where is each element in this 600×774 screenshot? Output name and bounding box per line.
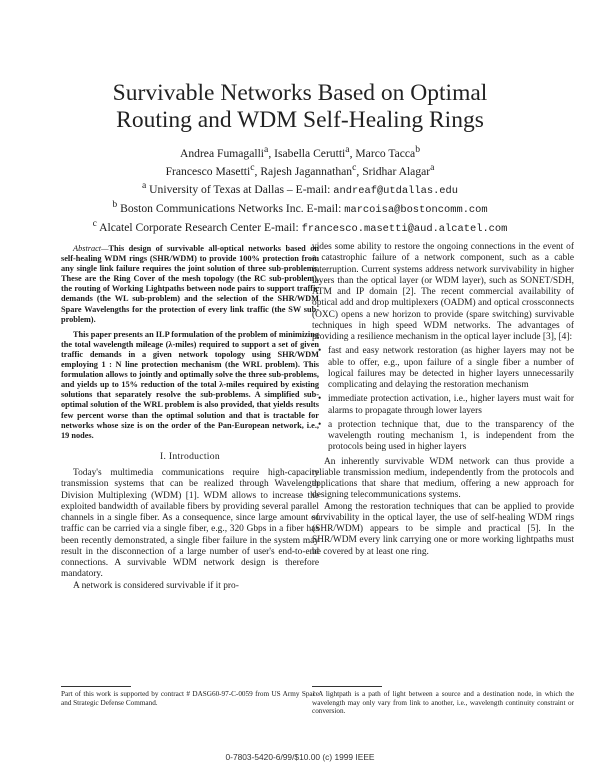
abstract-text: This design of survivable all-optical networks based on self-healing WDM rings (SHR/WDM) to provide 100% protection from any single link failure requires the joint solution of three sub-problems. These are the Ring Cover of the mesh topology (the RC sub-problem), the routing of Working Lightpaths between node pairs to support traffic demands (the WL sub-problem) and the selection of the SHR/WDM Spare Wavelengths for the protection of every link traffic (the SW sub-problem).: [61, 244, 319, 324]
affiliation-mark: c: [92, 218, 97, 230]
left-column: [61, 244, 322, 592]
bullet-item: [312, 420, 574, 454]
author-name: , Isabella Cerutti: [268, 146, 346, 160]
author-sup: c: [250, 162, 255, 174]
author-sup: b: [415, 144, 421, 155]
body-paragraph: vides some ability to restore the ongoing connections in the event of a catastrophic failure of a network component, such as a cable interruption. Current systems address network survivability in higher layers than the optical layer (or WDM layer), such as SONET/SDH, ATM and IP domain [2]. The recent commercial availability of optical add and drop multiplexers (OADM) and optical crossconnects (OXC) opens a new horizon to provide (spare switching) survivable techniques in high speed WDM networks. The advantages of providing a resilience mechanism in the optical layer include [3], [4]:: [312, 242, 574, 342]
title-line-2: Routing and WDM Self-Healing Rings: [116, 107, 484, 133]
author-name: , Rajesh Jagannathan: [254, 164, 353, 178]
author-sup: a: [345, 144, 350, 155]
bullet-icon: •: [318, 346, 322, 357]
author-sup: c: [352, 162, 357, 174]
author-block: [40, 143, 560, 236]
footnote-rule: [61, 686, 131, 687]
affiliation-a: [40, 179, 560, 198]
affiliation-email: andreaf@utdallas.edu: [333, 184, 459, 197]
affiliation-text: Boston Communications Networks Inc. E-mail:: [117, 202, 345, 216]
affiliation-email: francesco.masetti@aud.alcatel.com: [301, 223, 508, 236]
body-paragraph: Today's multimedia communications require high-capacity transmission systems that can be realized through Wavelength Division Multiplexing (WDM) [1]. WDM allows to increase the exploited bandwidth of available fibers by providing several parallel channels in a single fiber. As a consequence, since large amount of traffic can be carried via a single fiber, e.g., 320 Gbps in a fiber has been recently demonstrated, a single fiber failure in the system may result in the disconnection of a large number of user's end-to-end connections. A survivable WDM network design is therefore mandatory.: [61, 468, 319, 580]
author-sup: a: [430, 162, 435, 174]
author-name: Francesco Masetti: [165, 164, 251, 178]
bullet-icon: •: [318, 394, 322, 405]
body-paragraph: A network is considered survivable if it pro-: [73, 580, 239, 591]
footnote-funding: Part of this work is supported by contract # DASG60-97-C-0059 from US Army Space and Strategic Defense Command.: [61, 690, 319, 707]
body-paragraph: An inherently survivable WDM network can thus provide a reliable transmission medium, independently from the protocols and applications that share that medium, offering a new approach for designing telecommunications systems.: [312, 456, 574, 501]
affiliation-email: marcoisa@bostoncomm.com: [344, 204, 488, 217]
author-line-2: [40, 161, 560, 179]
body-paragraph: Among the restoration techniques that can be applied to provide survivability in the optical layer, the use of self-healing WDM rings (SHR/WDM) appears to be simple and practical [5]. In the SHR/WDM every link carrying one or more working lightpaths must be covered by at least one ring.: [312, 501, 574, 557]
bullet-text: a protection technique that, due to the transparency of the wavelength routing mechanism 1, is independent from the protocols being used in higher layers: [328, 419, 574, 453]
affiliation-text: Alcatel Corporate Research Center E-mail:: [96, 221, 302, 235]
abstract: [61, 244, 322, 441]
abstract-paragraph-2: This paper presents an ILP formulation of the problem of minimizing the total wavelength mileage (λ-miles) required to support a set of given traffic demands in a given network topology using SHR/WDM employing 1 : N line protection mechanism (the WRL problem). This formulation allows to jointly and optimally solve the three sub-problems, and yields up to 15% reduction of the total λ-miles required by existing solutions that separately resolve the sub-problems. A simplified sub-optimal solution of the WRL problem is also provided, that yields results few percent worse than the optimal solution and that is tractable for networks whose size is on the order of the Pan-European network, i.e., 19 nodes.: [61, 329, 319, 440]
bullet-item: [312, 346, 574, 391]
bullet-item: [312, 394, 574, 417]
affiliation-mark: a: [141, 180, 147, 192]
paper-title: [40, 80, 560, 134]
section-heading-introduction: I. Introduction: [160, 450, 220, 462]
affiliation-c: [40, 217, 560, 236]
author-name: , Sridhar Alagar: [356, 164, 431, 178]
footnote-lightpath: 1 A lightpath is a path of light between a source and a destination node, in which the wavelength may only vary from link to another, i.e., wavelength continuity constraint or conversion.: [312, 690, 574, 716]
bullet-icon: •: [318, 419, 322, 430]
copyright-line: 0-7803-5420-6/99/$10.00 (c) 1999 IEEE: [225, 752, 375, 762]
affiliation-mark: b: [112, 199, 118, 211]
title-line-1: Survivable Networks Based on Optimal: [112, 80, 488, 106]
affiliation-b: [40, 198, 560, 217]
abstract-label: Abstract—: [73, 244, 109, 253]
abstract-paragraph-1: [61, 244, 319, 325]
bullet-text: fast and easy network restoration (as higher layers may not be able to offer, e.g., upon failure of a single fiber a number of logical failures may be detected in higher layers unnecessarily complicating and delaying the restoration mechanism: [328, 346, 574, 390]
introduction-body: [61, 468, 319, 592]
bullet-text: immediate protection activation, i.e., higher layers must wait for alarms to propagate through lower layers: [328, 394, 574, 416]
author-name: , Marco Tacca: [349, 146, 416, 160]
author-name: Andrea Fumagalli: [179, 146, 265, 160]
author-line-1: [40, 143, 560, 161]
author-sup: a: [264, 144, 269, 155]
affiliation-text: University of Texas at Dallas – E-mail:: [146, 182, 334, 196]
footnote-rule: [312, 686, 382, 687]
right-column: [312, 242, 574, 558]
